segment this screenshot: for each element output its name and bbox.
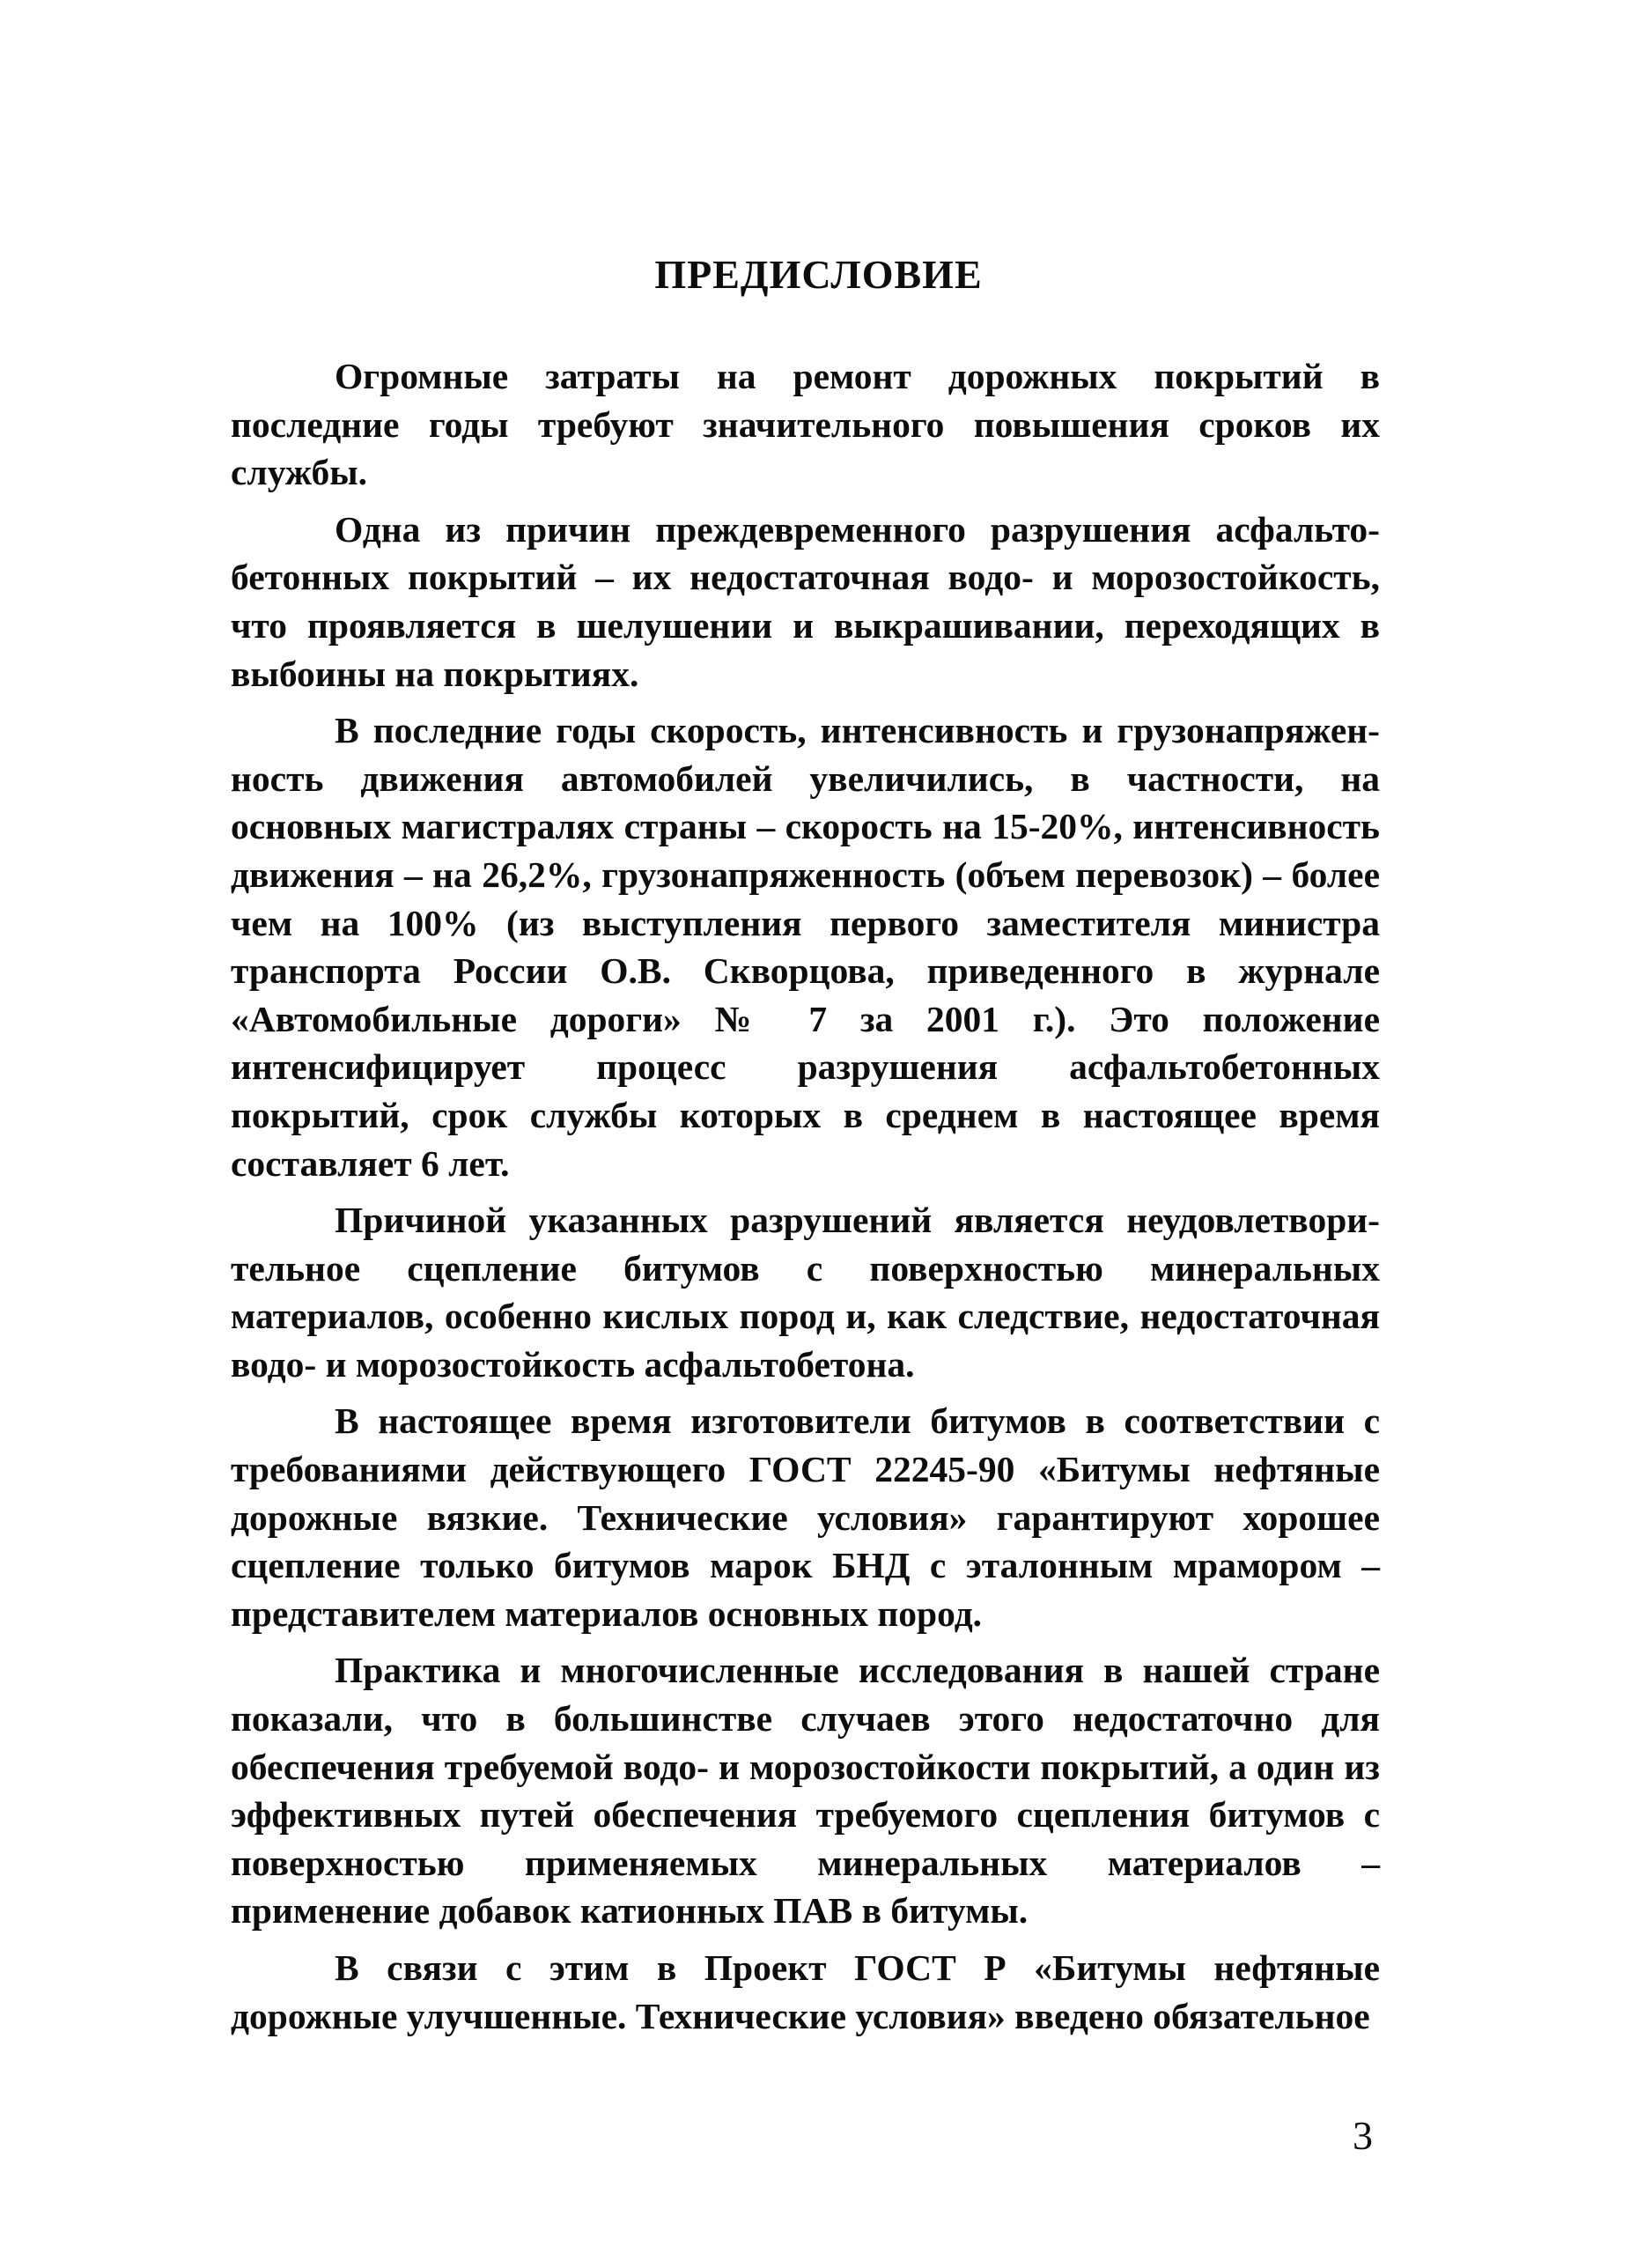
paragraph-1: Огромные затраты на ремонт дорожных покрытий в последние годы требуют значительного повышения сроков их службы. (231, 356, 1380, 493)
body-text (231, 352, 1380, 2049)
paragraph-5: В настоящее время изготовители битумов в соответствии с требованиями действующего ГОСТ 22245-90 «Битумы нефтяные дорожные вязкие. Технические условия» гарантируют хорошее сцепление только битумов марок БНД с эталонным мрамором – представителем материалов основных пород. (231, 1400, 1380, 1634)
paragraph-7: В связи с этим в Проект ГОСТ Р «Битумы нефтяные дорожные улучшенные. Технические условия» введено обязательное (231, 1947, 1380, 2036)
paragraph-6: Практика и многочисленные исследования в нашей стране показали, что в большинстве случаев этого недостаточно для обеспечения требуемой водо- и морозостойкости покрытий, а один из эффективных путей обеспечения требуемого сцепления битумов с поверхностью применяемых минеральных материалов – применение добавок катионных ПАВ в битумы. (231, 1650, 1380, 1932)
paragraph-4: Причиной указанных разрушений является неудовлетвори-тельное сцепление битумов с поверхностью минеральных материалов, особенно кислых пород и, как следствие, недостаточная водо- и морозостойкость асфальтобетона. (231, 1200, 1380, 1385)
page-title: ПРЕДИСЛОВИЕ (654, 252, 983, 297)
paragraph-3: В последние годы скорость, интенсивность и грузонапряжен-ность движения автомобилей увеличились, в частности, на основных магистралях страны – скорость на 15-20%, интенсивность движения – на 26,2%, грузонапряженность (объем перевозок) – более чем на 100% (из выступления первого заместителя министра транспорта России О.В. Скворцова, приведенного в журнале «Автомобильные дороги» № 7 за 2001 г.). Это положение интенсифицирует процесс разрушения асфальтобетонных покрытий, срок службы которых в среднем в настоящее время составляет 6 лет. (231, 710, 1380, 1184)
paragraph-2: Одна из причин преждевременного разрушения асфальто-бетонных покрытий – их недостаточная водо- и морозостойкость, что проявляется в шелушении и выкрашивании, переходящих в выбоины на покрытиях. (231, 508, 1380, 694)
page-number: 3 (1353, 2113, 1373, 2158)
